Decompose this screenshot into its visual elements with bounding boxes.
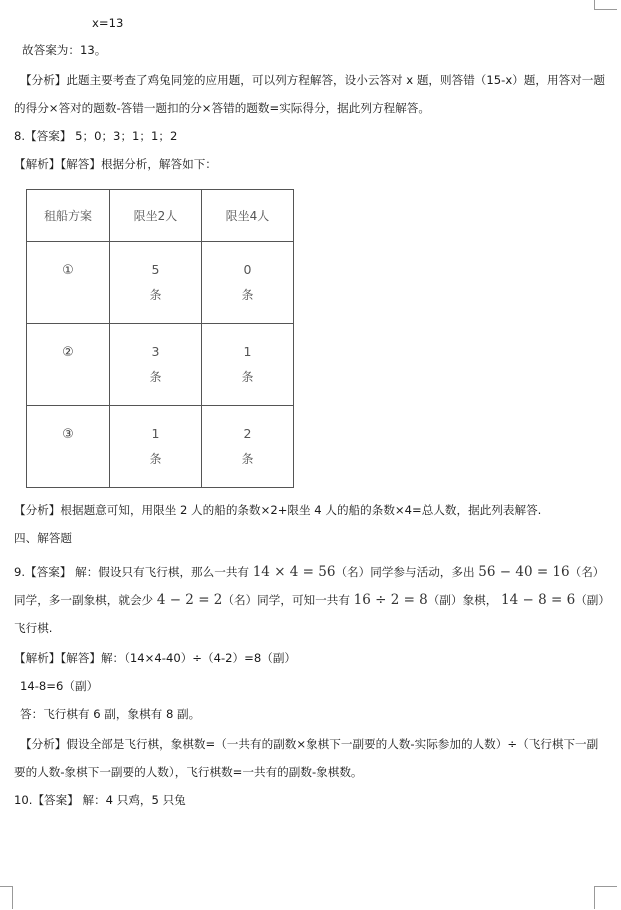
table-header-row xyxy=(27,190,294,242)
solution-9: 【解析】【解答】解：（14×4-40）÷（4-2）=8（副） xyxy=(14,651,297,665)
answer-8: 8.【答案】 5；0；3；1；1；2 xyxy=(14,129,178,143)
table-row xyxy=(27,406,294,488)
corner-mark-bottom-right xyxy=(594,886,617,909)
answer-10: 10.【答案】 解：4 只鸡，5 只兔 xyxy=(14,793,186,807)
corner-mark-bottom-left xyxy=(0,886,13,909)
solution-9-answer: 答：飞行棋有 6 副，象棋有 8 副。 xyxy=(20,707,201,721)
solution-8-heading: 【解析】【解答】根据分析，解答如下： xyxy=(14,157,217,171)
analysis-paragraph-7: 【分析】此题主要考查了鸡兔同笼的应用题，可以列方程解答，设小云答对 x 题，则答错（15-x）题，用答对一题的得分×答对的题数-答错一题扣的分×答错的题数=实际得分，据此列方程解答。 xyxy=(14,73,605,115)
plan-cell: ③ xyxy=(27,406,110,488)
four-seat-cell: 0 条 xyxy=(202,242,294,324)
header-plan: 租船方案 xyxy=(27,190,110,242)
equation-x: x=13 xyxy=(92,16,124,30)
two-seat-cell: 5 条 xyxy=(110,242,202,324)
header-two-seat: 限坐2人 xyxy=(110,190,202,242)
two-seat-cell: 1 条 xyxy=(110,406,202,488)
plan-cell: ① xyxy=(27,242,110,324)
answer-9-paragraph: 9.【答案】 解：假设只有飞行棋，那么一共有 14 × 4 = 56（名）同学参与活动，多出 56 − 40 = 16（名）同学，多一副象棋，就会少 4 − 2 = 2（名）同学，可知一共有 16 ÷ 2 = 8（副）象棋， 14 − 8 = 6（副）飞行棋. xyxy=(14,564,610,635)
analysis-9-paragraph: 【分析】假设全部是飞行棋，象棋数=（一共有的副数×象棋下一副要的人数-实际参加的人数）÷（飞行棋下一副要的人数-象棋下一副要的人数），飞行棋数=一共有的副数-象棋数。 xyxy=(14,737,599,779)
table-row xyxy=(27,324,294,406)
solution-9-step2: 14-8=6（副） xyxy=(20,679,99,693)
answer-line: 故答案为：13。 xyxy=(22,43,107,57)
table-row xyxy=(27,242,294,324)
two-seat-cell: 3 条 xyxy=(110,324,202,406)
section-heading: 四、解答题 xyxy=(14,531,72,545)
header-four-seat: 限坐4人 xyxy=(202,190,294,242)
corner-mark-top-right xyxy=(594,0,617,10)
boat-rental-table xyxy=(26,189,294,488)
four-seat-cell: 2 条 xyxy=(202,406,294,488)
four-seat-cell: 1 条 xyxy=(202,324,294,406)
plan-cell: ② xyxy=(27,324,110,406)
analysis-8: 【分析】根据题意可知，用限坐 2 人的船的条数×2+限坐 4 人的船的条数×4=总人数，据此列表解答. xyxy=(14,503,542,517)
